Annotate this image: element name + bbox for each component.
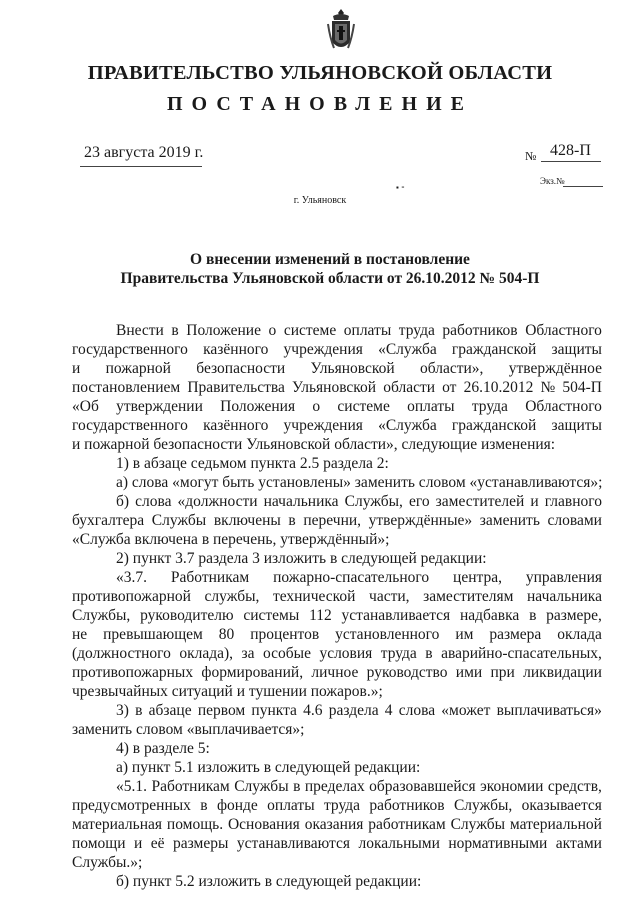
word: Работникам [151,778,230,795]
word: гражданской [451,417,537,434]
paragraph-line [72,739,602,758]
word: «должности [177,493,258,510]
paragraph-line [72,568,602,587]
paragraph-line [72,682,602,701]
word: «Служба [378,341,437,358]
word: Ульяновской [310,360,395,377]
coat-of-arms-emblem [326,8,356,54]
word: оплаты [267,797,315,814]
paragraph-line [72,359,602,378]
word: слова [135,493,172,510]
word: государственного [72,417,188,434]
paragraph-line [72,796,602,815]
word: актами [555,835,602,852]
word: заместителям [423,588,514,605]
paragraph-line [72,758,602,777]
word: учреждения [283,417,363,434]
paragraph-line [72,701,602,720]
paragraph-line [72,511,602,530]
paragraph-line [72,834,602,853]
word: аварийно-спасательных, [441,645,602,662]
word: включены [213,512,281,529]
word: руководство [366,664,448,681]
word: б) [116,493,130,510]
word: 504-П [562,379,602,396]
word: Правительства [187,379,285,396]
word: не [72,626,88,643]
word: «5.1. [116,778,147,795]
word: раздела [328,702,379,719]
word: размера [489,626,542,643]
word: предусмотренных [72,797,191,814]
paragraph-line [72,397,602,416]
word: Службы, [344,493,403,510]
paragraph-line [72,492,602,511]
word: фонде [216,797,258,814]
word: «Об [72,398,99,415]
paragraph-line [72,815,602,834]
line-text: чрезвычайных ситуаций и тушении пожаров.»; [72,683,383,700]
word: Основания [227,816,300,833]
word: в [425,645,433,662]
word: учреждения [283,341,363,358]
city: г. Ульяновск [293,195,347,206]
document-title [60,250,600,288]
word: Службы [450,816,506,833]
paragraph-line [72,606,602,625]
word: защиты [551,341,602,358]
word: утверждённые» [368,512,473,529]
word: образовавшейся [369,778,476,795]
word: безопасности [196,360,286,377]
word: при [490,664,515,681]
line-text: 2) пункт 3.7 раздела 3 изложить в следующей редакции: [116,550,487,567]
paragraph-line [72,777,602,796]
word: труда [398,322,435,339]
word: помощи [72,835,126,852]
word: казённого [203,341,269,358]
word: процентов [250,626,320,643]
word: установленного [335,626,440,643]
word: 80 [218,626,235,643]
word: устанавливается [341,607,451,624]
line-text: а) пункт 5.1 изложить в следующей редакции: [116,759,421,776]
word: центра, [453,569,502,586]
word: руководителю [140,607,234,624]
word: государственного [72,341,188,358]
word: № [540,379,556,396]
word: области», [419,360,484,377]
word: превышающем [103,626,203,643]
word: условия [319,645,373,662]
word: в [200,797,208,814]
word: технической [272,588,356,605]
word: 26.10.2012 [463,379,534,396]
word: о [312,398,321,415]
line-text: «Служба включена в перечень, утверждённый»; [72,531,390,548]
copy-number-label: Экз.№ [540,176,565,186]
word: особые [263,645,311,662]
word: Внести [116,322,164,339]
word: области [383,379,436,396]
paragraph-line [72,435,602,454]
word: оплаты [407,398,455,415]
word: и [530,493,539,510]
word: заменить [479,512,540,529]
word: заместителей [435,493,525,510]
word: помощь. [166,816,224,833]
word: нормативными [448,835,548,852]
word: 4 [384,702,393,719]
paragraph-line [72,720,602,739]
word: работникам [368,816,446,833]
word: Положение [186,322,261,339]
paragraph-line [72,872,602,891]
paragraph-line [72,625,602,644]
word: в [529,607,537,624]
word: выплачиваться» [496,702,602,719]
line-text: Службы.»; [72,854,143,871]
word: первом [197,702,246,719]
word: утверждении [116,398,203,415]
word: защиты [551,417,602,434]
line-text: и пожарной безопасности Ульяновской области», следующие изменения: [72,436,556,453]
word: слова [398,702,436,719]
word: труда [323,797,361,814]
word: оказания [304,816,364,833]
word: начальника [527,588,602,605]
paragraph-line [72,853,602,872]
word: формирований, [201,664,304,681]
word: труда [471,398,508,415]
paragraph-line [72,587,602,606]
word: и [134,835,143,852]
word: о [268,322,277,339]
date-underline [80,166,202,167]
scan-speck: ▪ ⁃ [396,183,405,192]
word: пункта [251,702,297,719]
word: работников [442,322,518,339]
line-text: 4) в разделе 5: [116,740,210,757]
word: за [241,645,255,662]
organization-title: ПРАВИТЕЛЬСТВО УЛЬЯНОВСКОЙ ОБЛАСТИ [87,62,553,84]
word: материальной [509,816,602,833]
word: в [293,778,301,795]
word: устанавливаются [236,835,351,852]
word: гражданской [451,341,537,358]
word: надбавка [459,607,520,624]
word: Службы, [72,607,131,624]
word: Службы, [453,797,513,814]
word: системе [283,322,337,339]
title-line: О внесении изменений в постановление [190,251,470,268]
word: оплаты [343,322,392,339]
word: постановлением [72,379,181,396]
word: её [150,835,165,852]
word: им [455,626,474,643]
word: казённого [203,417,269,434]
word: 112 [309,607,332,624]
word: противопожарной [72,588,191,605]
number-underline [541,161,601,162]
word: размеры [173,835,229,852]
word: «может [441,702,491,719]
word: размере, [546,607,602,624]
word: пределах [304,778,365,795]
number-sign: № [525,149,537,163]
word: оклада), [179,645,234,662]
line-text: б) пункт 5.2 изложить в следующей редакции: [116,873,422,890]
paragraph-line [72,473,602,492]
line-text: 1) в абзаце седьмом пункта 2.5 раздела 2: [116,455,389,472]
word: управления [525,569,602,586]
word: оказывается [521,797,602,814]
word: ликвидации [523,664,602,681]
word: Областного [525,398,602,415]
document-date: 23 августа 2019 г. [84,144,204,161]
copy-number-underline [563,186,603,187]
word: пожарно-спасательного [273,569,430,586]
word: и [72,360,81,377]
word: Службы [234,778,289,795]
paragraph-line [72,549,602,568]
document-type: ПОСТАНОВЛЕНИЕ [167,93,473,115]
paragraph-line [72,340,602,359]
word: 4.6 [303,702,323,719]
word: части, [369,588,410,605]
word: перечни, [303,512,362,529]
paragraph-line [72,644,602,663]
word: в [171,322,179,339]
line-text: а) слова «могут быть установлены» заменить словом «устанавливаются»; [116,474,603,491]
word: Работникам [170,569,250,586]
paragraph-line [72,416,602,435]
word: Областного [525,322,602,339]
word: ими [455,664,483,681]
word: материальная [72,816,163,833]
word: «Служба [378,417,437,434]
word: в [288,512,296,529]
word: труда [380,645,417,662]
word: начальника [263,493,339,510]
word: в [135,702,143,719]
word: работников [369,797,445,814]
paragraph-line [72,530,602,549]
word: Ульяновской [291,379,377,396]
document-body [72,321,602,891]
paragraph-line [72,663,602,682]
word: главного [544,493,602,510]
word: локальными [358,835,440,852]
word: средств, [547,778,602,795]
word: бухгалтера [72,512,145,529]
word: абзаце [148,702,192,719]
title-line: Правительства Ульяновской области от 26.10.2012 № 504-П [120,270,540,287]
paragraph-line [72,321,602,340]
line-text: заменить словом «выплачивается»; [72,721,305,738]
word: службы, [204,588,260,605]
word: системе [337,398,390,415]
word: 3) [116,702,129,719]
word: от [442,379,457,396]
paragraph-line [72,378,602,397]
word: системы [243,607,300,624]
word: экономии [480,778,544,795]
word: «3.7. [116,569,147,586]
word: (должностного [72,645,171,662]
word: пожарной [105,360,171,377]
word: личное [311,664,359,681]
word: Положения [220,398,296,415]
word: противопожарных [72,664,194,681]
word: Службы [151,512,207,529]
word: оклада [557,626,602,643]
document-number: 428-П [550,142,591,159]
word: утверждённое [508,360,602,377]
word: словами [547,512,602,529]
paragraph-line [72,454,602,473]
word: его [409,493,430,510]
